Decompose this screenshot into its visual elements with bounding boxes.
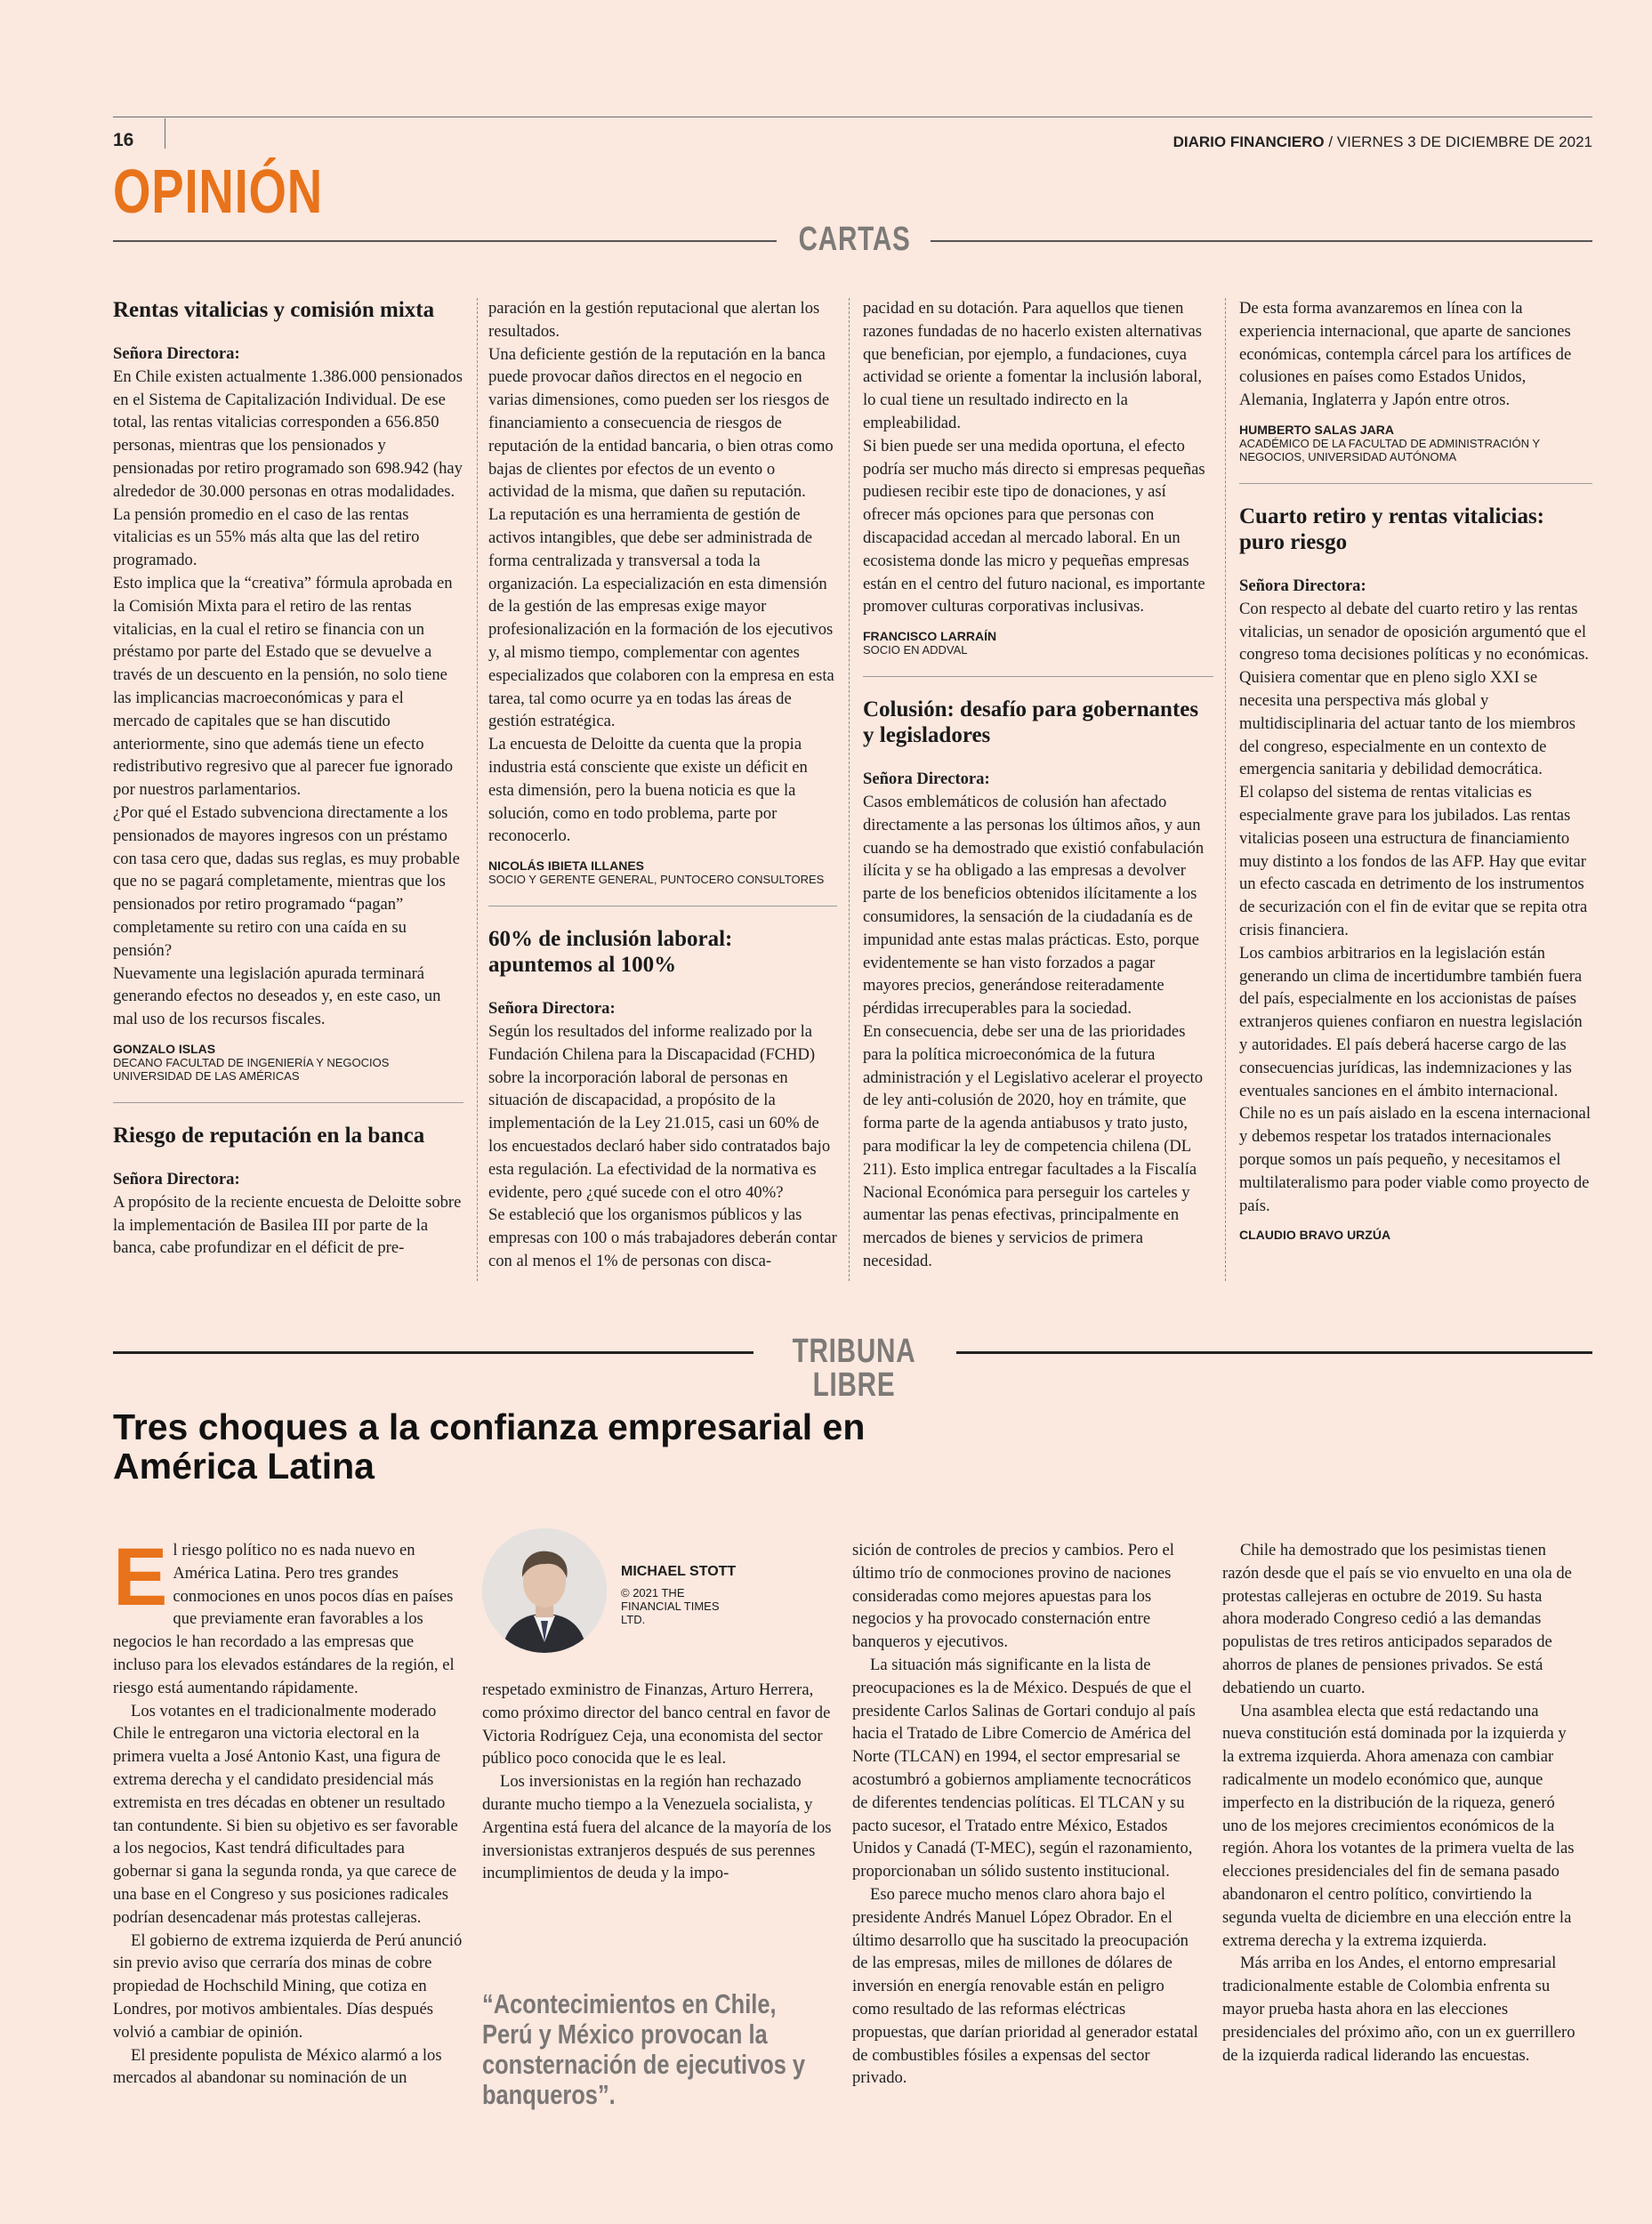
letter-paragraph: Los cambios arbitrarios en la legislación están generando un clima de incertidumbre también fuera del país, especialmente en los accionistas de países extranjeros quienes confiaron en nuestra legislación y autoridades. El país deberá hacerse cargo de las consecuencias jurídicas, las indemnizaciones y las eventuales sanciones en el ámbito internacional.	[1239, 943, 1583, 1100]
letter-paragraph: Una deficiente gestión de la reputación en la banca puede provocar daños directos en el negocio en varias dimensiones, como pueden ser los riesgos de financiamiento a consecuencia de riesgos de reputación de la entidad bancaria, o bien otras como bajas de clientes por efectos de un evento o actividad de la misma, que dañen su reputación.	[488, 344, 834, 502]
cartas-rule-left	[113, 240, 777, 242]
letter-signature: HUMBERTO SALAS JARA	[1239, 422, 1394, 437]
article-paragraph: Los votantes en el tradicionalmente moderado Chile le entregaron una victoria electoral en la primera vuelta a José Antonio Kast, una figura de extrema derecha y el candidato presidencial más extremista en tres décadas en obtener un resultado tan contundente. Si bien su objetivo es ser favorable a los negocios, Kast tendrá dificultades para gobernar si gana la segunda ronda, ya que carece de una base en el Congreso y sus posiciones radicales podrían desencadenar más protestas callejeras.	[113, 1701, 458, 1927]
letters-column-3	[863, 297, 1213, 1273]
tribuna-headline: Tres choques a la confianza empresarial en América Latina	[113, 1406, 866, 1487]
article-paragraph: Una asamblea electa que está redactando una nueva constitución está dominada por la izquierda y la extrema izquierda. Ahora amenaza con cambiar radicalmente un modelo económico que, aunque imperfecto en la distribución de la riqueza, generó uno de los mejores crecimientos económicos de la región. Ahora los votantes de la primera vuelta de las elecciones presidenciales del fin de semana pasado abandonaron el centro político, convirtiendo la segunda vuelta de diciembre en una elección entre la extrema derecha y la extrema izquierda.	[1222, 1701, 1575, 1950]
author-name: MICHAEL STOTT	[621, 1564, 737, 1579]
letter-paragraph: Con respecto al debate del cuarto retiro y las rentas vitalicias, un senador de oposición argumentó que el congreso toma decisiones políticas y no económicas. Quisiera comentar que en pleno siglo XXI se necesita una perspectiva más global y multidisciplinaria del actuar tanto de los miembros del congreso, especialmente en un contexto de emergencia sanitaria y debilidad democrática.	[1239, 599, 1589, 779]
letter-signature: NICOLÁS IBIETA ILLANES	[488, 858, 644, 874]
letter-paragraph: La encuesta de Deloitte da cuenta que la propia industria está consciente que existe un déficit en esta dimensión, pero la buena noticia es que la solución, como en todo problema, parte por reconocerlo.	[488, 735, 808, 846]
letter-paragraph: Se estableció que los organismos públicos y las empresas con 100 o más trabajadores deberán contar con al menos el 1% de personas con disca-	[488, 1205, 837, 1270]
letter-paragraph: En consecuencia, debe ser una de las prioridades para la política microeconómica de la futura administración y el Legislativo acelerar el proyecto de ley anti-colusión de 2020, hoy en trámite, que forma parte de la agenda antiabusos y trato justo, para modificar la ley de competencia chilena (DL 211). Esto implica entregar facultades a la Fiscalía Nacional Económica para perseguir los carteles y aumentar las penas efectivas, principalmente en mercados de bienes y servicios de primera necesidad.	[863, 1021, 1204, 1270]
letter-signature: FRANCISCO LARRAÍN	[863, 629, 997, 644]
pull-quote: “Acontecimientos en Chile, Perú y México provocan la consternación de ejecutivos y banqueros”.	[482, 1988, 806, 2110]
letter-salute: Señora Directora:	[113, 344, 240, 363]
letters-column-2	[488, 297, 837, 1273]
masthead-date: / VIERNES 3 DE DICIEMBRE DE 2021	[1324, 133, 1592, 150]
masthead	[1173, 133, 1592, 151]
letter-title: Riesgo de reputación en la banca	[113, 1123, 425, 1148]
article-paragraph: Eso parece mucho menos claro ahora bajo el presidente Andrés Manuel López Obrador. En el último desarrollo que ha suscitado la preocupación de las empresas, miles de millones de dólares de inversión en energía renovable están en peligro como resultado de las reformas eléctricas propuestas, que darían prioridad al generador estatal de combustibles fósiles a expensas del sector privado.	[852, 1884, 1198, 2088]
article-paragraph: Los inversionistas en la región han rechazado durante mucho tiempo a la Venezuela socialista, y Argentina está fuera del alcance de la mayoría de los inversionistas extranjeros después de sus perennes incumplimientos de deuda y la impo-	[482, 1772, 832, 1883]
letter-paragraph: paración en la gestión reputacional que alertan los resultados.	[488, 299, 820, 341]
letter-divider	[863, 676, 1213, 677]
article-paragraph: respetado exministro de Finanzas, Arturo Herrera, como próximo director del banco central en favor de Victoria Rodríguez Ceja, una economista del sector público poco conocida que le es leal.	[482, 1680, 831, 1769]
page-number: 16	[113, 130, 134, 150]
tribuna-label: TRIBUNA LIBRE	[792, 1333, 916, 1404]
cartas-rule-right	[931, 240, 1592, 242]
letter-signature-role: DECANO FACULTAD DE INGENIERÍA Y NEGOCIOS UNIVERSIDAD DE LAS AMÉRICAS	[113, 1055, 390, 1083]
author-portrait-icon	[482, 1528, 607, 1653]
letter-paragraph: Según los resultados del informe realizado por la Fundación Chilena para la Discapacidad (FCHD) sobre la incorporación laboral de personas en situación de discapacidad, a propósito de la implementación de la Ley 21.015, casi un 60% de los encuestados declaró haber sido contratados bajo esta regulación. La efectividad de la normativa es evidente, pero ¿qué sucede con el otro 40%?	[488, 1021, 831, 1202]
section-title: OPINIÓN	[113, 157, 324, 226]
letter-salute: Señora Directora:	[863, 770, 990, 789]
letter-paragraph: El colapso del sistema de rentas vitalicias es especialmente grave para los jubilados. Las rentas vitalicias poseen una estructura de financiamiento muy distinto a los fondos de las AFP. Hay que evitar un efecto cascada en detrimento de los instrumentos de securización con el fin de evitar que se repita otra crisis financiera.	[1239, 783, 1588, 939]
letter-salute: Señora Directora:	[1239, 576, 1366, 595]
letter-signature-role: SOCIO EN ADDVAL	[863, 643, 968, 657]
article-column-4	[1222, 1539, 1578, 2067]
letter-paragraph: Nuevamente una legislación apurada terminará generando efectos no deseados y, en este caso, un mal uso de los recursos fiscales.	[113, 963, 441, 1029]
article-column-1	[113, 1532, 464, 2090]
letter-signature: CLAUDIO BRAVO URZÚA	[1239, 1228, 1391, 1243]
letter-salute: Señora Directora:	[488, 999, 616, 1019]
letters-column-1	[113, 297, 463, 1260]
article-paragraph: El presidente populista de México alarmó a los mercados al abandonar su nominación de un	[113, 2045, 442, 2088]
letter-divider	[1239, 483, 1592, 484]
article-paragraph: Más arriba en los Andes, el entorno empresarial tradicionalmente estable de Colombia enfrenta su mayor prueba hasta ahora en las elecciones presidenciales del próximo año, con un ex guerrillero de la izquierda radical liderando las encuestas.	[1222, 1954, 1575, 2065]
author-avatar	[482, 1528, 607, 1653]
column-divider	[849, 298, 850, 1281]
column-divider	[477, 298, 478, 1281]
letter-paragraph: Casos emblemáticos de colusión han afectado directamente a las personas los últimos años, y aun cuando se ha demostrado que existió confabulación ilícita y se ha obligado a las empresas a devolver parte de los beneficios obtenidos ilícitamente a los consumidores, la sensación de la ciudadanía es de impunidad ante estas malas prácticas. Esto, porque evidentemente se han visto forzados a pagar mayores precios, generándose reiteradamente pérdidas irrecuperables para la sociedad.	[863, 792, 1205, 1019]
letter-paragraph: En Chile existen actualmente 1.386.000 pensionados en el Sistema de Capitalización Individual. De ese total, las rentas vitalicias corresponden a 656.850 personas, mientras que los pensionados y pensionadas por retiro programado son 698.942 (hay alrededor de 30.000 personas en otras modalidades. La pensión promedio en el caso de las rentas vitalicias es un 55% más alta que las del retiro programado.	[113, 367, 463, 570]
tribuna-rule-left	[113, 1351, 753, 1354]
article-column-3	[852, 1539, 1204, 2090]
tribuna-rule-right	[956, 1351, 1592, 1354]
letter-paragraph: Esto implica que la “creativa” fórmula aprobada en la Comisión Mixta para el retiro de las rentas vitalicias, en la cual el retiro se financia con un préstamo por parte del Estado que se devuelve a través de un descuento en la pensión, no solo tiene las implicancias macroeconómicas y para el mercado de capitales que se han discutido anteriormente, sino que además tiene un efecto redistributivo regresivo que al parecer fue ignorado por nuestros parlamentarios.	[113, 573, 454, 800]
article-paragraph: sición de controles de precios y cambios. Pero el último trío de conmociones provino de naciones consideradas como mejores apuestas para los negocios y ha provocado consternación entre banqueros y ejecutivos.	[852, 1541, 1174, 1652]
dropcap: E	[113, 1532, 168, 1623]
article-paragraph: Chile ha demostrado que los pesimistas tienen razón desde que el país se vio envuelto en una ola de protestas callejeras en octubre de 2019. Su hasta ahora moderado Congreso cedió a las demandas populistas de tres retiros anticipados separados de ahorros de planes de pensiones privados. Se está debatiendo un cuarto.	[1222, 1541, 1572, 1697]
cartas-label: CARTAS	[798, 221, 911, 258]
letter-paragraph: A propósito de la reciente encuesta de Deloitte sobre la implementación de Basilea III por parte de la banca, cabe profundizar en el déficit de pre-	[113, 1192, 462, 1258]
letters-column-4	[1239, 297, 1592, 1242]
letter-salute: Señora Directora:	[113, 1169, 240, 1189]
letter-paragraph: De esta forma avanzaremos en línea con la experiencia internacional, que aparte de sanciones económicas, contempla cárcel para los artífices de colusiones en países como Estados Unidos, Alemania, Inglaterra y Japón entre otros.	[1239, 299, 1572, 410]
letter-paragraph: pacidad en su dotación. Para aquellos que tienen razones fundadas de no hacerlo existen alternativas que benefician, por ejemplo, a fundaciones, cuya actividad se oriente a fomentar la inclusión laboral, lo cual tiene un resultado indirecto en la empleabilidad.	[863, 299, 1203, 432]
article-column-2	[482, 1679, 834, 1885]
article-paragraph: l riesgo político no es nada nuevo en América Latina. Pero tres grandes conmociones en unos pocos días en países que previamente eran favorables a los negocios le han recordado a las empresas que incluso para los elevados estándares de la región, el riesgo está aumentando rápidamente.	[113, 1541, 455, 1697]
letter-title: Rentas vitalicias y comisión mixta	[113, 298, 435, 322]
masthead-brand: DIARIO FINANCIERO	[1173, 133, 1325, 150]
letter-signature-role: ACADÉMICO DE LA FACULTAD DE ADMINISTRACIÓN Y NEGOCIOS, UNIVERSIDAD AUTÓNOMA	[1239, 436, 1540, 463]
letter-divider	[113, 1102, 463, 1103]
article-paragraph: El gobierno de extrema izquierda de Perú anunció sin previo aviso que cerraría dos minas de cobre propiedad de Hochschild Mining, que cotiza en Londres, por motivos ambientales. Días después volvió a cambiar de opinión.	[113, 1930, 463, 2042]
letter-title: Cuarto retiro y rentas vitalicias: puro riesgo	[1239, 504, 1544, 554]
author-credit: © 2021 THE FINANCIAL TIMES LTD.	[621, 1586, 720, 1626]
letter-divider	[488, 906, 837, 907]
letter-signature-role: SOCIO Y GERENTE GENERAL, PUNTOCERO CONSULTORES	[488, 873, 825, 887]
letter-paragraph: Si bien puede ser una medida oportuna, el efecto podría ser mucho más directo si empresas pequeñas pudiesen recibir este tipo de donaciones, y así ofrecer más opciones para que personas con discapacidad accedan al mercado laboral. En un ecosistema donde las micro y pequeñas empresas están en el centro del futuro nacional, es importante promover culturas corporativas inclusivas.	[863, 436, 1205, 616]
article-paragraph: La situación más significante en la lista de preocupaciones es la de México. Después de que el presidente Carlos Salinas de Gortari condujo al país hacia el Tratado de Libre Comercio de América del Norte (TLCAN) en 1994, el sector empresarial se acostumbró a gobiernos ampliamente tecnocráticos de diferentes tendencias políticas. El TLCAN y su pacto sucesor, el Tratado entre México, Estados Unidos y Canadá (T-MEC), según el razonamiento, proporcionaban un sólido sustento institucional.	[852, 1655, 1196, 1882]
letter-title: Colusión: desafío para gobernantes y legisladores	[863, 697, 1199, 748]
letter-paragraph: La reputación es una herramienta de gestión de activos intangibles, que debe ser administrada de forma centralizada y transversal a toda la organización. La especialización en esta dimensión de la gestión de las empresas exige mayor profesionalización en la formación de los ejecutivos y, al mismo tiempo, complementar con agentes especializados que colaboren con la empresa en esta tarea, tal como ocurre ya en todas las áreas de gestión estratégica.	[488, 505, 834, 731]
letter-title: 60% de inclusión laboral: apuntemos al 100%	[488, 927, 733, 978]
letter-signature: GONZALO ISLAS	[113, 1041, 216, 1056]
letter-paragraph: Chile no es un país aislado en la escena internacional y debemos respetar los tratados internacionales porque somos un país pequeño, y necesitamos el multilateralismo para poder viable como proyecto de país.	[1239, 1104, 1591, 1215]
column-divider	[1225, 298, 1226, 1281]
letter-paragraph: ¿Por qué el Estado subvenciona directamente a los pensionados de mayores ingresos con un préstamo con tasa cero que, dadas sus reglas, es muy probable que no se pagará completamente, mientras que los pensionados por retiro programado “pagan” completamente su retiro con una caída en su pensión?	[113, 802, 460, 960]
